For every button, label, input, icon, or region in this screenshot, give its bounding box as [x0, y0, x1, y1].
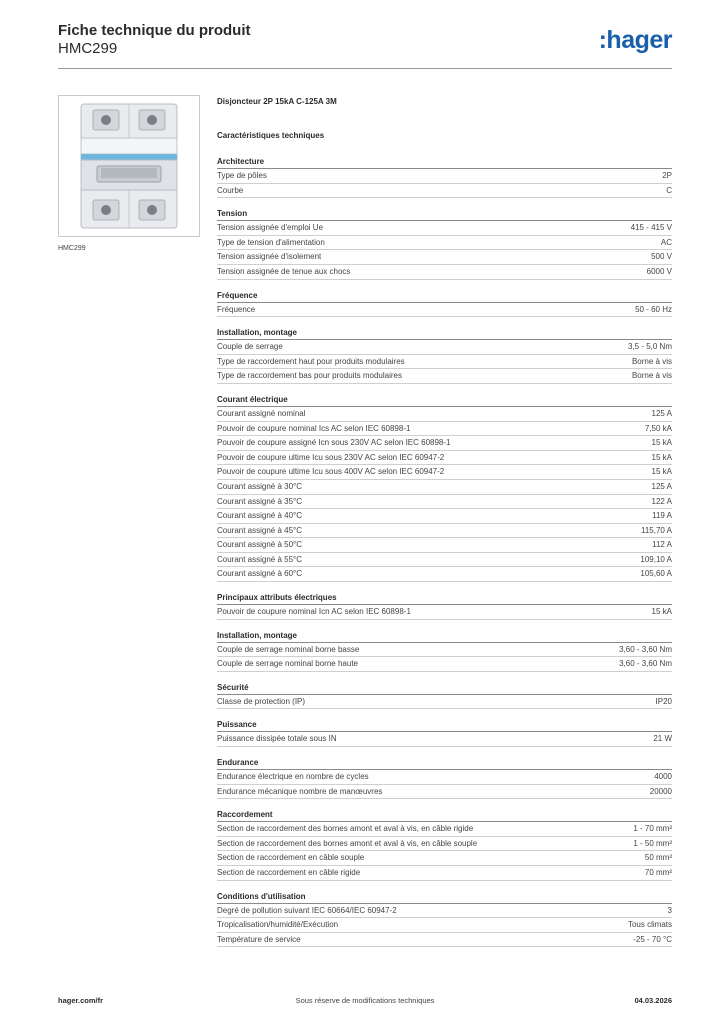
- spec-value: Borne à vis: [631, 356, 672, 366]
- spec-group: [217, 208, 672, 279]
- circuit-breaker-illustration: [59, 96, 199, 236]
- spec-label: Tropicalisation/humidité/Exécution: [217, 920, 339, 930]
- footer-website: hager.com/fr: [58, 996, 104, 1005]
- spec-group: [217, 630, 672, 672]
- spec-group-title: Tension: [217, 208, 672, 221]
- spec-row: [217, 553, 672, 568]
- spec-value: -25 - 70 °C: [633, 934, 672, 944]
- spec-value: 125 A: [651, 408, 672, 418]
- spec-groups: [217, 156, 672, 947]
- spec-label: Courant assigné à 45°C: [217, 525, 303, 535]
- spec-value: 415 - 415 V: [630, 223, 672, 233]
- spec-row: [217, 422, 672, 437]
- spec-section-title: Caractéristiques techniques: [217, 131, 325, 140]
- page-title: Fiche technique du produit: [58, 22, 251, 39]
- spec-label: Courant assigné à 55°C: [217, 554, 303, 564]
- spec-label: Pouvoir de coupure ultime Icu sous 230V AC selon IEC 60947-2: [217, 452, 445, 462]
- spec-label: Endurance électrique en nombre de cycles: [217, 772, 369, 782]
- spec-value: 20000: [649, 786, 672, 796]
- spec-value: C: [666, 185, 672, 195]
- product-name: Disjoncteur 2P 15kA C-125A 3M: [217, 97, 337, 106]
- spec-label: Section de raccordement des bornes amont et aval à vis, en câble rigide: [217, 824, 474, 834]
- spec-value: Borne à vis: [631, 371, 672, 381]
- spec-value: 112 A: [652, 540, 672, 550]
- spec-label: Courant assigné à 40°C: [217, 511, 303, 521]
- spec-group: [217, 757, 672, 799]
- spec-row: [217, 451, 672, 466]
- spec-value: AC: [660, 237, 672, 247]
- spec-label: Endurance mécanique nombre de manœuvres: [217, 786, 383, 796]
- spec-group-title: Installation, montage: [217, 327, 672, 340]
- spec-value: 1 - 50 mm²: [633, 838, 672, 848]
- spec-row: [217, 509, 672, 524]
- spec-group-title: Endurance: [217, 757, 672, 770]
- spec-content: [217, 96, 672, 947]
- spec-label: Tension assignée de tenue aux chocs: [217, 266, 351, 276]
- spec-row: [217, 657, 672, 672]
- spec-value: 70 mm²: [644, 868, 672, 877]
- spec-row: [217, 407, 672, 422]
- spec-row: [217, 169, 672, 184]
- spec-row: [217, 822, 672, 837]
- spec-group: [217, 327, 672, 384]
- hager-logo: :hager: [598, 26, 672, 54]
- spec-row: [217, 785, 672, 800]
- spec-group-title: Raccordement: [217, 809, 672, 822]
- spec-group: [217, 891, 672, 948]
- spec-group: [217, 156, 672, 198]
- spec-label: Courant assigné à 50°C: [217, 540, 303, 550]
- spec-label: Température de service: [217, 934, 301, 944]
- spec-label: Pouvoir de coupure assigné Icn sous 230V AC selon IEC 60898-1: [217, 438, 451, 448]
- spec-label: Fréquence: [217, 304, 256, 314]
- footer-date: 04.03.2026: [634, 996, 672, 1005]
- spec-row: [217, 866, 672, 881]
- spec-label: Type de tension d'alimentation: [217, 237, 325, 247]
- spec-label: Pouvoir de coupure nominal Ics AC selon IEC 60898-1: [217, 423, 411, 433]
- spec-row: [217, 732, 672, 747]
- footer-notice: Sous réserve de modifications techniques: [295, 996, 435, 1005]
- spec-row: [217, 236, 672, 251]
- spec-row: [217, 695, 672, 710]
- spec-label: Section de raccordement des bornes amont et aval à vis, en câble souple: [217, 838, 478, 848]
- spec-label: Courbe: [217, 185, 244, 195]
- header-divider: [58, 68, 672, 69]
- spec-group-title: Fréquence: [217, 290, 672, 303]
- spec-value: 6000 V: [646, 266, 672, 276]
- spec-group: [217, 809, 672, 880]
- spec-value: 3,60 - 3,60 Nm: [619, 644, 672, 654]
- spec-group-title: Puissance: [217, 719, 672, 732]
- spec-row: [217, 837, 672, 852]
- product-reference: HMC299: [58, 40, 118, 57]
- spec-label: Classe de protection (IP): [217, 696, 306, 706]
- spec-row: [217, 221, 672, 236]
- spec-value: 3,60 - 3,60 Nm: [619, 659, 672, 669]
- spec-row: [217, 538, 672, 553]
- page-header: [58, 22, 251, 58]
- spec-group: [217, 592, 672, 620]
- spec-label: Type de pôles: [217, 171, 267, 180]
- spec-row: [217, 770, 672, 785]
- spec-value: 122 A: [651, 496, 672, 506]
- spec-row: [217, 904, 672, 919]
- spec-row: [217, 340, 672, 355]
- product-image-caption: HMC299: [58, 245, 86, 252]
- spec-label: Courant assigné nominal: [217, 408, 306, 418]
- spec-group-title: Architecture: [217, 156, 672, 169]
- spec-group-title: Principaux attributs électriques: [217, 592, 672, 605]
- spec-label: Courant assigné à 60°C: [217, 569, 303, 579]
- spec-row: [217, 265, 672, 280]
- spec-value: 50 - 60 Hz: [635, 304, 672, 314]
- spec-value: Tous climats: [627, 920, 672, 930]
- spec-value: 15 kA: [651, 607, 672, 617]
- spec-row: [217, 184, 672, 199]
- spec-value: 21 W: [653, 734, 672, 744]
- spec-value: 125 A: [651, 481, 672, 491]
- spec-label: Section de raccordement en câble rigide: [217, 868, 361, 877]
- spec-label: Couple de serrage nominal borne haute: [217, 659, 358, 669]
- spec-row: [217, 567, 672, 582]
- spec-value: 109,10 A: [640, 554, 672, 564]
- spec-label: Type de raccordement haut pour produits modulaires: [217, 356, 405, 366]
- spec-label: Pouvoir de coupure nominal Icn AC selon IEC 60898-1: [217, 607, 411, 617]
- spec-group: [217, 682, 672, 710]
- spec-group-title: Sécurité: [217, 682, 672, 695]
- spec-row: [217, 465, 672, 480]
- spec-value: 500 V: [651, 252, 672, 262]
- spec-row: [217, 933, 672, 948]
- spec-label: Degré de pollution suivant IEC 60664/IEC 60947-2: [217, 905, 397, 915]
- spec-row: [217, 918, 672, 933]
- spec-value: 15 kA: [651, 467, 672, 477]
- spec-label: Couple de serrage nominal borne basse: [217, 644, 360, 654]
- spec-value: 15 kA: [651, 438, 672, 448]
- spec-row: [217, 480, 672, 495]
- spec-row: [217, 355, 672, 370]
- spec-group-title: Conditions d'utilisation: [217, 891, 672, 904]
- spec-row: [217, 851, 672, 866]
- spec-value: 2P: [662, 171, 672, 180]
- spec-group-title: Installation, montage: [217, 630, 672, 643]
- spec-label: Courant assigné à 30°C: [217, 481, 303, 491]
- product-image: [58, 95, 200, 237]
- spec-label: Courant assigné à 35°C: [217, 496, 303, 506]
- spec-value: IP20: [655, 696, 672, 706]
- spec-value: 1 - 70 mm²: [633, 824, 672, 834]
- spec-label: Puissance dissipée totale sous IN: [217, 734, 337, 744]
- spec-value: 7,50 kA: [644, 423, 672, 433]
- spec-group: [217, 394, 672, 582]
- spec-label: Pouvoir de coupure ultime Icu sous 400V AC selon IEC 60947-2: [217, 467, 445, 477]
- spec-value: 115,70 A: [641, 525, 672, 535]
- spec-value: 15 kA: [651, 452, 672, 462]
- spec-value: 3,5 - 5,0 Nm: [627, 342, 672, 352]
- spec-row: [217, 303, 672, 318]
- spec-row: [217, 495, 672, 510]
- spec-row: [217, 250, 672, 265]
- spec-row: [217, 436, 672, 451]
- spec-group: [217, 719, 672, 747]
- spec-row: [217, 369, 672, 384]
- spec-row: [217, 605, 672, 620]
- spec-value: 3: [667, 905, 672, 915]
- spec-group-title: Courant électrique: [217, 394, 672, 407]
- spec-group: [217, 290, 672, 318]
- spec-value: 4000: [654, 772, 672, 782]
- spec-label: Tension assignée d'emploi Ue: [217, 223, 324, 233]
- spec-label: Couple de serrage: [217, 342, 283, 352]
- spec-label: Tension assignée d'isolement: [217, 252, 322, 262]
- spec-value: 119 A: [652, 511, 672, 521]
- spec-label: Type de raccordement bas pour produits modulaires: [217, 371, 402, 381]
- spec-value: 50 mm²: [644, 853, 672, 863]
- spec-label: Section de raccordement en câble souple: [217, 853, 365, 863]
- page-footer: [58, 996, 672, 1008]
- spec-row: [217, 524, 672, 539]
- spec-value: 105,60 A: [640, 569, 672, 579]
- spec-row: [217, 643, 672, 658]
